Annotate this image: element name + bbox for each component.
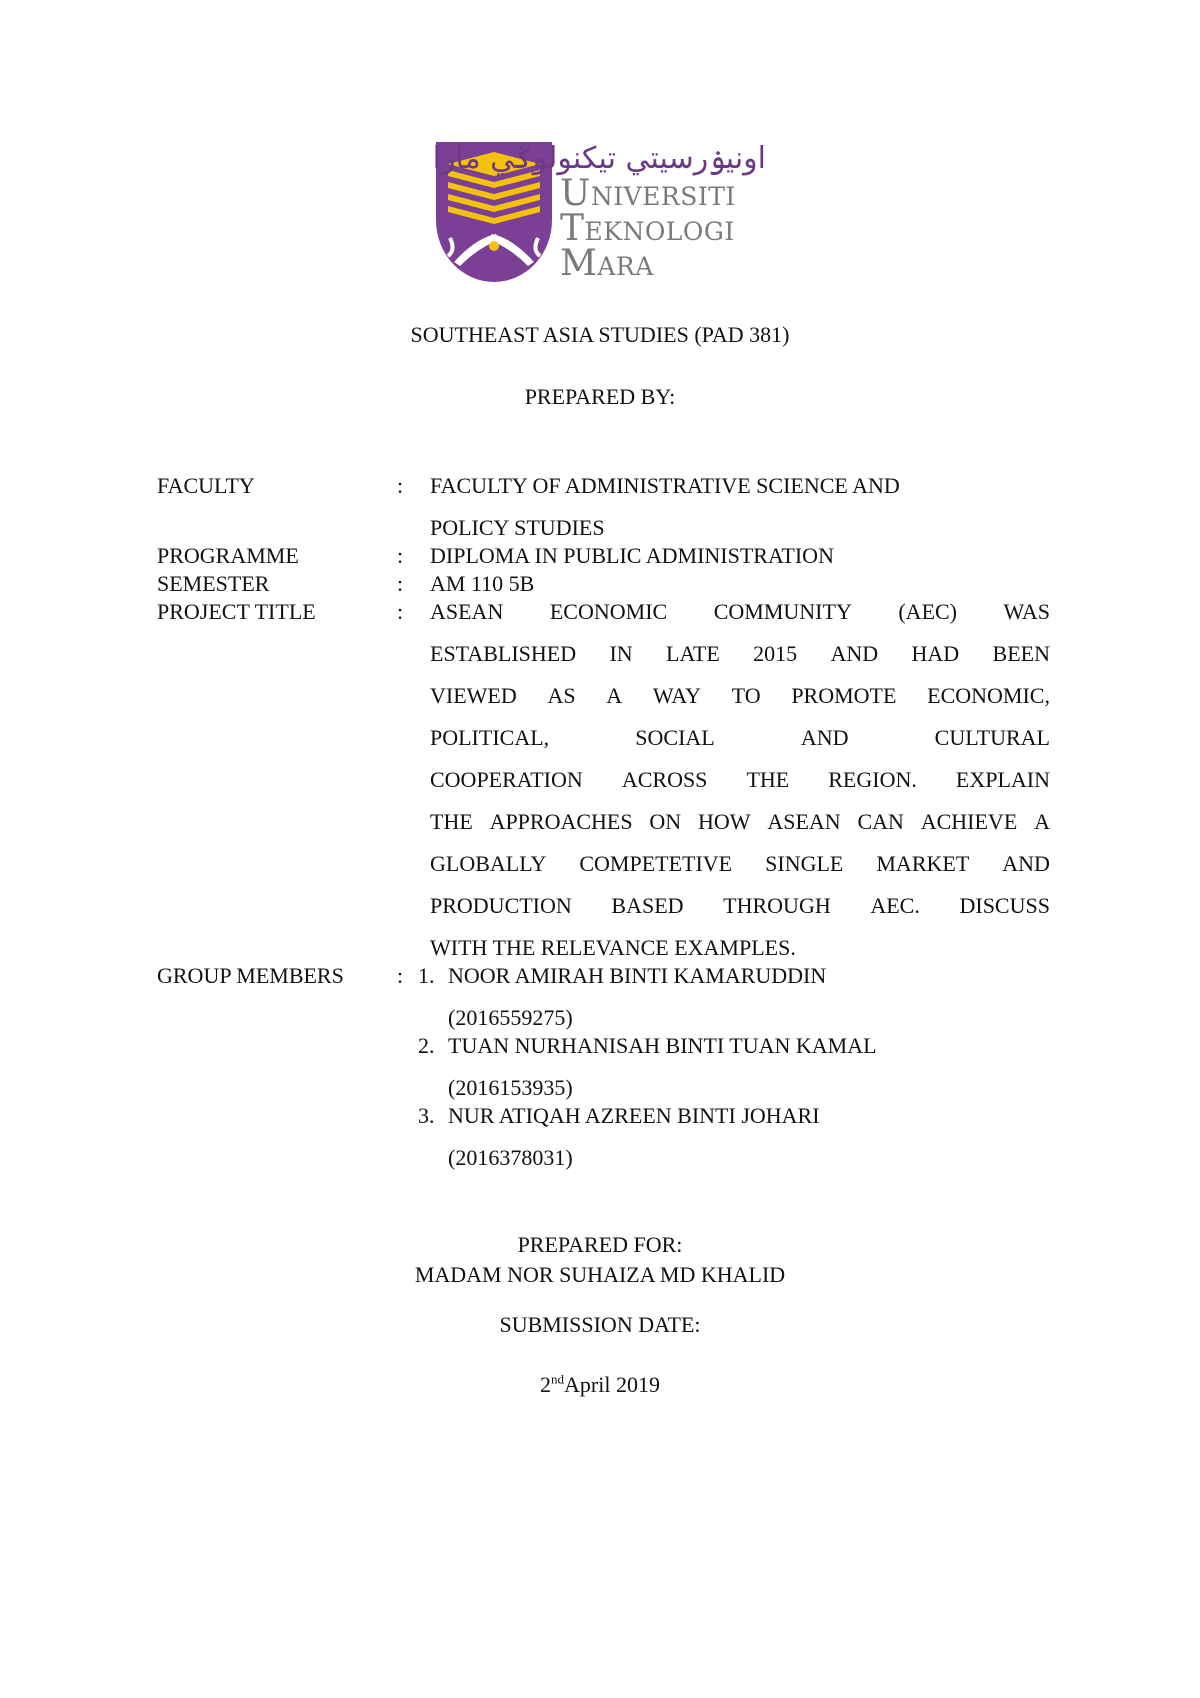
project-title-word: PROMOTE bbox=[791, 683, 897, 708]
logo-text-teknologi: Teknologi bbox=[560, 208, 735, 249]
project-title-word: ACROSS bbox=[621, 767, 708, 792]
project-title-word: WAS bbox=[1003, 599, 1050, 624]
project-title-word: AS bbox=[547, 683, 576, 708]
project-title-word: AND bbox=[800, 725, 849, 750]
member-name: NOOR AMIRAH BINTI KAMARUDDIN bbox=[448, 963, 827, 988]
submission-date bbox=[0, 1372, 1200, 1398]
project-title-word: CULTURAL bbox=[934, 725, 1050, 750]
project-title-word: DISCUSS bbox=[959, 893, 1050, 918]
project-title-line: WITH THE RELEVANCE EXAMPLES. bbox=[430, 935, 796, 960]
project-title-line bbox=[430, 641, 1050, 683]
project-title-word: THE bbox=[430, 809, 473, 834]
programme-value: DIPLOMA IN PUBLIC ADMINISTRATION bbox=[430, 543, 834, 568]
project-title-label: PROJECT TITLE bbox=[157, 599, 316, 624]
member-number: 3. bbox=[418, 1103, 435, 1128]
project-title-word: GLOBALLY bbox=[430, 851, 547, 876]
semester-label: SEMESTER bbox=[157, 571, 270, 596]
project-title-line bbox=[430, 725, 1050, 767]
project-title-line bbox=[430, 809, 1050, 851]
project-title-word: WAY bbox=[652, 683, 701, 708]
project-title-colon: : bbox=[397, 599, 404, 624]
project-title-word: POLITICAL, bbox=[430, 725, 550, 750]
submission-date-heading: SUBMISSION DATE: bbox=[499, 1312, 701, 1337]
project-title-value bbox=[430, 599, 1050, 977]
member-number: 1. bbox=[418, 963, 435, 988]
project-title-word: MARKET bbox=[876, 851, 970, 876]
project-title-word: TO bbox=[731, 683, 761, 708]
project-title-line bbox=[430, 683, 1050, 725]
programme-colon: : bbox=[397, 543, 404, 568]
project-title-word: REGION. bbox=[828, 767, 917, 792]
project-title-line bbox=[430, 599, 1050, 641]
project-title-word: ESTABLISHED bbox=[430, 641, 577, 666]
project-title-word: A bbox=[1034, 809, 1050, 834]
project-title-word: A bbox=[606, 683, 623, 708]
project-title-word: ASEAN bbox=[430, 599, 504, 624]
semester-colon: : bbox=[397, 571, 404, 596]
faculty-value-line1: FACULTY OF ADMINISTRATIVE SCIENCE AND bbox=[430, 473, 900, 498]
project-title-word: COMMUNITY bbox=[713, 599, 852, 624]
faculty-label: FACULTY bbox=[157, 473, 255, 498]
faculty-value-line2: POLICY STUDIES bbox=[430, 515, 605, 540]
project-title-word: AND bbox=[830, 641, 879, 666]
project-title-word: ASEAN bbox=[767, 809, 841, 834]
prepared-for-heading: PREPARED FOR: bbox=[517, 1232, 683, 1257]
university-logo bbox=[432, 141, 776, 284]
project-title-word: AEC. bbox=[870, 893, 920, 918]
project-title-word: PRODUCTION bbox=[430, 893, 572, 918]
lecturer-name: MADAM NOR SUHAIZA MD KHALID bbox=[414, 1262, 786, 1287]
logo-text-mara: Mara bbox=[560, 243, 654, 284]
project-title-word: SOCIAL bbox=[635, 725, 715, 750]
member-name: TUAN NURHANISAH BINTI TUAN KAMAL bbox=[448, 1033, 877, 1058]
group-members-colon: : bbox=[397, 963, 404, 988]
project-title-word: COMPETETIVE bbox=[579, 851, 733, 876]
project-title-word: IN bbox=[609, 641, 633, 666]
member-id: (2016559275) bbox=[448, 1005, 573, 1030]
programme-label: PROGRAMME bbox=[157, 543, 299, 568]
prepared-by-heading: PREPARED BY: bbox=[524, 384, 676, 409]
project-title-word: ON bbox=[649, 809, 682, 834]
project-title-word: BEEN bbox=[992, 641, 1050, 666]
project-title-word: EXPLAIN bbox=[955, 767, 1050, 792]
project-title-word: ECONOMIC, bbox=[927, 683, 1050, 708]
project-title-word: APPROACHES bbox=[489, 809, 633, 834]
group-members-label: GROUP MEMBERS bbox=[157, 963, 344, 988]
semester-value: AM 110 5B bbox=[430, 571, 535, 596]
course-title: SOUTHEAST ASIA STUDIES (PAD 381) bbox=[410, 322, 790, 347]
project-title-line bbox=[430, 893, 1050, 935]
member-name: NUR ATIQAH AZREEN BINTI JOHARI bbox=[448, 1103, 820, 1128]
date-suffix: nd bbox=[551, 1371, 565, 1387]
project-title-word: THROUGH bbox=[723, 893, 831, 918]
project-title-word: LATE bbox=[666, 641, 720, 666]
project-title-word: SINGLE bbox=[765, 851, 844, 876]
faculty-colon: : bbox=[397, 473, 404, 498]
member-id: (2016153935) bbox=[448, 1075, 573, 1100]
member-id: (2016378031) bbox=[448, 1145, 573, 1170]
project-title-word: (AEC) bbox=[898, 599, 958, 624]
project-title-word: HOW bbox=[697, 809, 751, 834]
project-title-word: ACHIEVE bbox=[920, 809, 1018, 834]
project-title-word: CAN bbox=[857, 809, 904, 834]
project-title-word: ECONOMIC bbox=[549, 599, 668, 624]
logo-jawi-text: اونيۏرسيتي تيكنولوݢي مارا bbox=[432, 141, 766, 176]
project-title-word: COOPERATION bbox=[430, 767, 583, 792]
project-title-word: BASED bbox=[611, 893, 684, 918]
project-title-line bbox=[430, 851, 1050, 893]
member-number: 2. bbox=[418, 1033, 435, 1058]
project-title-word: VIEWED bbox=[430, 683, 517, 708]
project-title-word: AND bbox=[1002, 851, 1050, 876]
logo-text-universiti: Universiti bbox=[560, 173, 736, 214]
project-title-word: THE bbox=[746, 767, 790, 792]
project-title-line bbox=[430, 767, 1050, 809]
date-rest: April 2019 bbox=[564, 1372, 660, 1397]
date-day: 2 bbox=[540, 1372, 552, 1397]
project-title-word: 2015 bbox=[753, 641, 798, 666]
project-title-word: HAD bbox=[911, 641, 960, 666]
